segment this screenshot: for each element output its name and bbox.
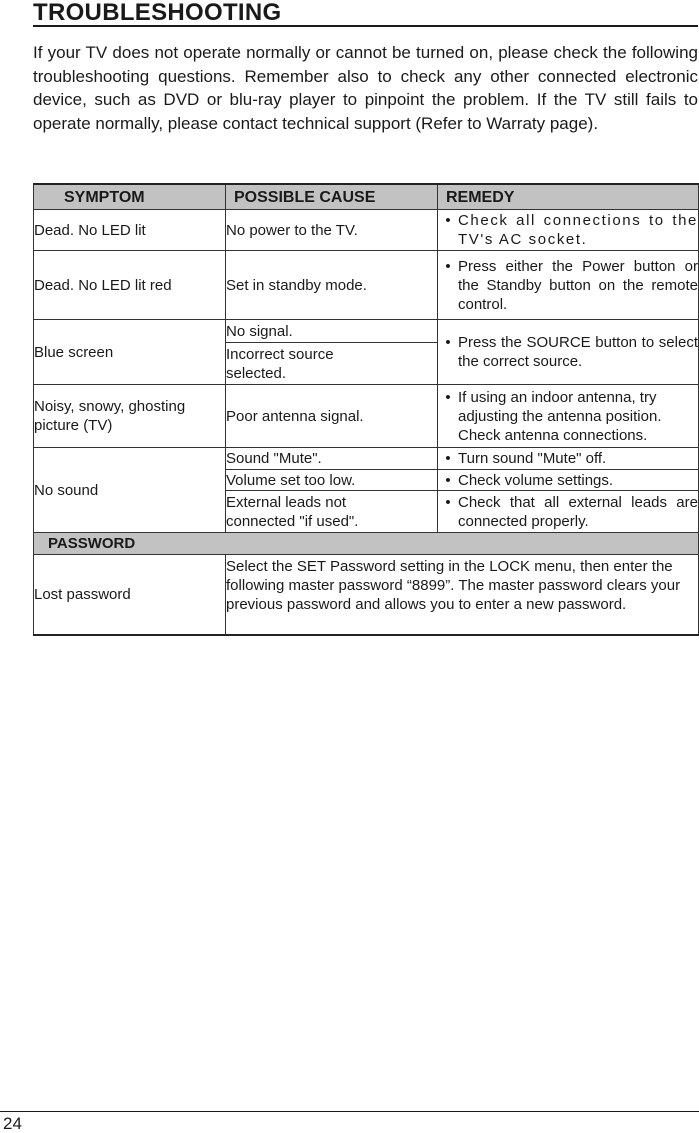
cause-cell: Incorrect source selected.	[226, 343, 438, 385]
page-title: TROUBLESHOOTING	[33, 0, 282, 26]
header-remedy: REMEDY	[438, 184, 699, 210]
remedy-cell	[438, 385, 699, 448]
symptom-cell: Dead. No LED lit	[34, 210, 226, 251]
remedy-text: If using an indoor antenna, try adjusting the antenna position. Check antenna connections.	[458, 388, 662, 444]
remedy-item	[438, 449, 698, 468]
table-row	[34, 555, 699, 635]
table-header-row	[34, 184, 699, 210]
cause-cell: Poor antenna signal.	[226, 385, 438, 448]
remedy-text: Press the SOURCE button to select the correct source.	[458, 334, 698, 370]
symptom-cell: Blue screen	[34, 320, 226, 385]
remedy-cell	[438, 251, 699, 320]
symptom-cell: Noisy, snowy, ghosting picture (TV)	[34, 385, 226, 448]
remedy-cell	[438, 448, 699, 470]
bullet-glyph: •	[445, 493, 451, 511]
remedy-cell	[438, 320, 699, 385]
remedy-text: Check that all external leads are connected properly.	[458, 493, 698, 530]
bullet-glyph: •	[445, 334, 451, 351]
table-row	[34, 210, 699, 251]
remedy-item	[438, 211, 698, 249]
remedy-cell	[438, 210, 699, 251]
remedy-item	[438, 471, 698, 490]
remedy-text: Check volume settings.	[458, 471, 614, 489]
footer-rule	[0, 1111, 699, 1112]
intro-paragraph: If your TV does not operate normally or cannot be turned on, please check the following troubleshooting questions. Remember also to check any other connected electronic device, such as DVD or blu-ray player to pinpoint the problem. If the TV still fails to operate normally, please contact technical support (Refer to Warraty page).	[33, 43, 698, 133]
cause-cell: External leads not connected "if used".	[226, 491, 438, 533]
cause-cell: No power to the TV.	[226, 210, 438, 251]
table-row	[34, 385, 699, 448]
bullet-glyph: •	[445, 450, 451, 467]
symptom-cell: Dead. No LED lit red	[34, 251, 226, 320]
remedy-item	[438, 333, 698, 371]
remedy-text: Press either the Power button or the Standby button on the remote control.	[458, 257, 698, 313]
table-row	[34, 251, 699, 320]
bullet-glyph: •	[445, 471, 451, 489]
cause-cell: Volume set too low.	[226, 470, 438, 491]
symptom-cell: Lost password	[34, 555, 226, 635]
table-row	[34, 448, 699, 470]
remedy-item	[438, 493, 698, 531]
bullet-glyph: •	[445, 257, 451, 275]
title-underline	[33, 25, 698, 27]
section-heading-password: PASSWORD	[34, 533, 699, 555]
remedy-cell	[438, 491, 699, 533]
cause-cell: Sound "Mute".	[226, 448, 438, 470]
header-symptom: SYMPTOM	[34, 184, 226, 210]
cause-cell: Set in standby mode.	[226, 251, 438, 320]
section-row	[34, 533, 699, 555]
troubleshooting-table	[33, 183, 699, 636]
remedy-item	[438, 388, 698, 445]
remedy-cell: Select the SET Password setting in the LOCK menu, then enter the following master password “8899”. The master password clears your previous password and allows you to enter a new password.	[226, 555, 699, 635]
remedy-text: Check all connections to the TV's AC socket.	[458, 212, 698, 248]
remedy-text: Turn sound "Mute" off.	[458, 450, 607, 467]
cause-cell: No signal.	[226, 320, 438, 343]
table-row	[34, 320, 699, 343]
remedy-item	[438, 257, 698, 314]
header-possible-cause: POSSIBLE CAUSE	[226, 184, 438, 210]
remedy-cell	[438, 470, 699, 491]
symptom-cell: No sound	[34, 448, 226, 533]
page-number: 24	[3, 1114, 22, 1133]
bullet-glyph: •	[445, 388, 451, 406]
bullet-glyph: •	[445, 212, 451, 229]
